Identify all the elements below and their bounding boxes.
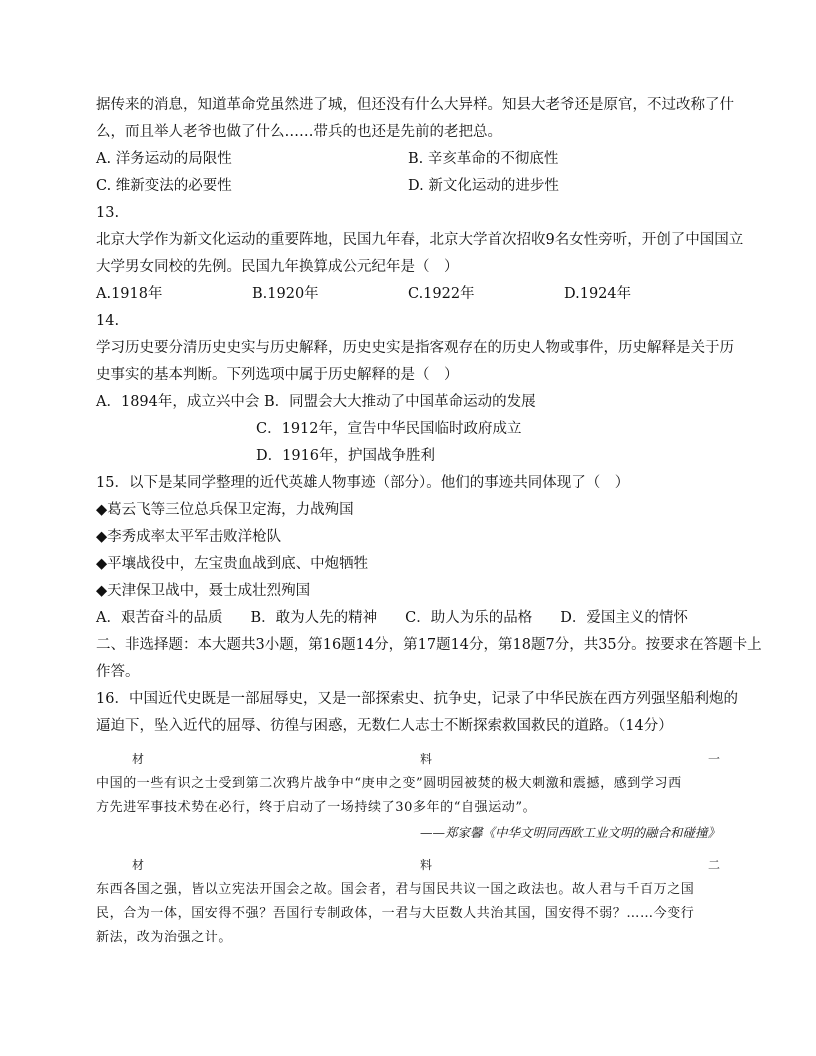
q13-option-d: D.1924年 [564, 286, 632, 302]
q12-option-d: D. 新文化运动的进步性 [408, 178, 559, 194]
material-line: 方先进军事技术势在必行，终于启动了一场持续了30多年的“自强运动”。 [96, 800, 537, 815]
section2-heading: 二、非选择题：本大题共3小题，第16题14分，第17题14分，第18题7分，共35分。按要求在答题卡上 [96, 637, 762, 653]
q15-item [96, 497, 720, 524]
q14-stem-line: 学习历史要分清历史史实与历史解释，历史史实是指客观存在的历史人物或事件，历史解释是关于历 [96, 340, 734, 356]
material-line: 中国的一些有识之士受到第二次鸦片战争中“庚申之变”圆明园被焚的极大刺激和震撼，感到学习西 [96, 776, 682, 791]
q15-item [96, 524, 720, 551]
material-heading-char: 材 [132, 752, 145, 766]
q15-stem: 15．以下是某同学整理的近代英雄人物事迹（部分）。他们的事迹共同体现了（ ） [96, 475, 630, 491]
q14-option-d: D．1916年，护国战争胜利 [256, 448, 436, 464]
q12-option-a: A. 洋务运动的局限性 [96, 151, 232, 167]
material-1-heading [96, 746, 720, 772]
section2-heading: 作答。 [96, 664, 140, 680]
q15-options [96, 605, 720, 632]
material-2-heading [96, 852, 720, 878]
q16-stem-line: 逼迫下，坠入近代的屈辱、彷徨与困惑，无数仁人志士不断探索救国救民的道路。（14分） [96, 718, 673, 734]
q13-options [96, 281, 720, 308]
q15-item-text: 天津保卫战中，聂士成壮烈殉国 [107, 583, 311, 599]
q13-option-c: C.1922年 [408, 286, 475, 302]
q13-stem-line: 大学男女同校的先例。民国九年换算成公元纪年是（ ） [96, 259, 459, 275]
q15-item-text: 葛云飞等三位总兵保卫定海，力战殉国 [107, 502, 354, 518]
q12-passage [96, 92, 734, 146]
q13-stem-line: 北京大学作为新文化运动的重要阵地，民国九年春，北京大学首次招收9名女性旁听，开创了中国国立 [96, 232, 744, 248]
q14-option-c: C．1912年，宣告中华民国临时政府成立 [256, 421, 522, 437]
q15-option-d: D．爱国主义的情怀 [560, 610, 688, 626]
q15-option-a: A．艰苦奋斗的品质 [96, 610, 223, 626]
material-heading-char: 料 [419, 858, 432, 872]
material-2-body [96, 878, 720, 950]
material-heading-char: 一 [707, 752, 720, 766]
q13-option-b: B.1920年 [252, 286, 319, 302]
q15-item-text: 李秀成率太平军击败洋枪队 [107, 529, 282, 545]
q13-option-a: A.1918年 [96, 286, 163, 302]
material-heading-char: 材 [132, 858, 145, 872]
material-line: 新法，改为治强之计。 [96, 930, 233, 945]
material-line: 东西各国之强，皆以立宪法开国会之故。国会者，君与国民共议一国之政法也。故人君与千百万之国 [96, 882, 695, 897]
q16-stem-line: 16．中国近代史既是一部屈辱史，又是一部探索史、抗争史，记录了中华民族在西方列强坚船利炮的 [96, 691, 738, 707]
q15-item [96, 551, 720, 578]
q15-item-text: 平壤战役中，左宝贵血战到底、中炮牺牲 [107, 556, 369, 572]
q14-stem-line: 史事实的基本判断。下列选项中属于历史解释的是（ ） [96, 367, 459, 383]
passage-line: 据传来的消息，知道革命党虽然进了城，但还没有什么大异样。知县大老爷还是原官，不过改称了什 [96, 97, 734, 113]
material-1-source: ——郑家馨《中华文明同西欧工业文明的融合和碰撞》 [419, 825, 720, 840]
material-1-body [96, 772, 720, 820]
q12-option-b: B. 辛亥革命的不彻底性 [408, 151, 559, 167]
material-heading-char: 料 [419, 752, 432, 766]
q14-number: 14. [96, 313, 120, 329]
q12-options-row-1 [96, 146, 720, 173]
passage-line: 么，而且举人老爷也做了什么……带兵的也还是先前的老把总。 [96, 124, 502, 140]
exam-page [96, 92, 762, 950]
material-line: 民，合为一体，国安得不强？吾国行专制政体，一君与大臣数人共治其国，国安得不弱？……今变行 [96, 906, 695, 921]
q14-option-a-b: A．1894年，成立兴中会 B．同盟会大大推动了中国革命运动的发展 [96, 394, 536, 410]
material-heading-char: 二 [707, 858, 720, 872]
q12-options-row-2 [96, 173, 720, 200]
q12-option-c: C. 维新变法的必要性 [96, 178, 232, 194]
q15-item [96, 578, 720, 605]
q13-number: 13. [96, 205, 120, 221]
q15-option-b: B．敢为人先的精神 [250, 610, 378, 626]
q15-option-c: C．助人为乐的品格 [405, 610, 533, 626]
